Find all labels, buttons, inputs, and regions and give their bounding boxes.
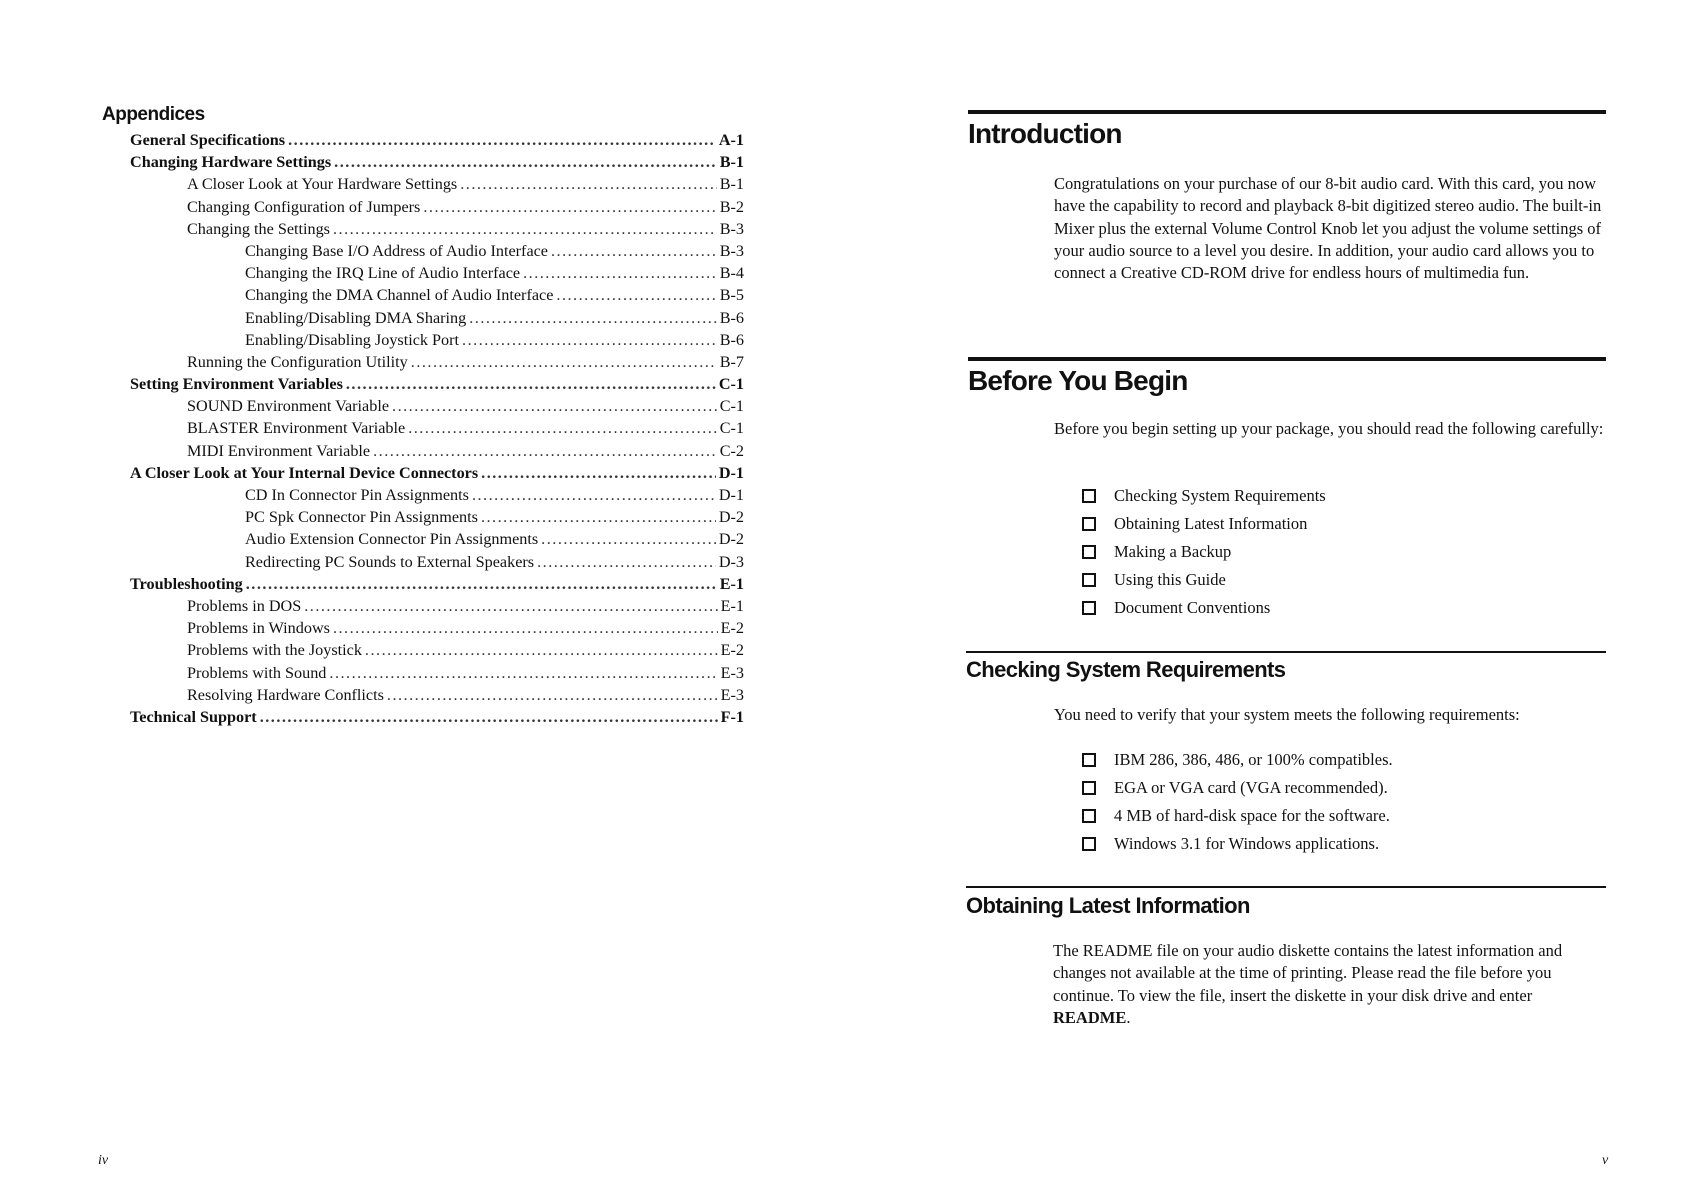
before-you-begin-list xyxy=(1082,482,1326,622)
toc-entry-title: Resolving Hardware Conflicts xyxy=(187,685,384,704)
toc-entry-title: Technical Support xyxy=(130,707,257,726)
toc-entry xyxy=(130,242,744,264)
toc-leader-dots xyxy=(334,153,717,172)
toc-entry-title: Enabling/Disabling DMA Sharing xyxy=(245,308,467,327)
toc-leader-dots xyxy=(329,664,717,683)
toc-entry-page: C-1 xyxy=(719,419,744,438)
toc-entry xyxy=(130,220,744,242)
introduction-text: Congratulations on your purchase of our 8-bit audio card. With this card, you now have the capability to record and playback 8-bit digitized stereo audio. The built-in Mixer plus the external Volume Control Knob let you adjust the volume settings of your audio source to a level you desire. In addition, your audio card allows you to connect a Creative CD-ROM drive for endless hours of multimedia fun. xyxy=(1054,174,1602,283)
toc-entry-title: Running the Configuration Utility xyxy=(187,352,408,371)
toc-entry-page: D-1 xyxy=(718,463,744,482)
toc-entry-page: B-2 xyxy=(719,197,744,216)
list-item xyxy=(1082,482,1326,510)
toc-leader-dots xyxy=(462,331,717,350)
toc-entry xyxy=(130,464,744,486)
toc-entry-title: A Closer Look at Your Hardware Settings xyxy=(187,175,458,194)
toc-entry xyxy=(130,286,744,308)
toc-entry xyxy=(130,397,744,419)
list-item xyxy=(1082,774,1393,802)
toc-entry xyxy=(130,575,744,597)
toc-leader-dots xyxy=(523,264,717,283)
toc-entry-page: D-3 xyxy=(718,552,744,571)
before-you-begin-heading: Before You Begin xyxy=(968,365,1188,396)
toc-entry-title: Enabling/Disabling Joystick Port xyxy=(245,330,460,349)
readme-command: README xyxy=(1053,1007,1127,1027)
toc-entry xyxy=(130,309,744,331)
toc-leader-dots xyxy=(408,419,717,438)
checkbox-bullet-icon xyxy=(1082,601,1096,615)
checkbox-bullet-icon xyxy=(1082,517,1096,531)
toc-entry-title: Problems in Windows xyxy=(187,619,330,638)
toc-entry xyxy=(130,419,744,441)
list-item-label: EGA or VGA card (VGA recommended). xyxy=(1114,778,1388,797)
toc-entry xyxy=(130,553,744,575)
toc-entry-page: A-1 xyxy=(718,131,744,149)
toc-entry-page: B-3 xyxy=(719,241,744,260)
toc-entry-page: E-3 xyxy=(720,663,744,682)
toc-leader-dots xyxy=(537,553,716,572)
toc-entry xyxy=(130,131,744,153)
page-number-right: v xyxy=(1602,1153,1609,1168)
before-you-begin-text: Before you begin setting up your package, you should read the following carefully: xyxy=(1054,419,1604,438)
toc-leader-dots xyxy=(288,131,716,150)
toc-leader-dots xyxy=(460,175,717,194)
toc-entry xyxy=(130,597,744,619)
toc-leader-dots xyxy=(333,619,718,638)
toc-leader-dots xyxy=(260,708,718,727)
toc-entry-page: C-1 xyxy=(719,397,744,416)
section-rule xyxy=(966,886,1606,888)
toc-entry xyxy=(130,353,744,375)
table-of-contents xyxy=(130,131,744,730)
toc-entry-page: B-1 xyxy=(719,153,744,172)
toc-entry-page: E-3 xyxy=(720,685,744,704)
checkbox-bullet-icon xyxy=(1082,545,1096,559)
toc-entry-title: A Closer Look at Your Internal Device Connectors xyxy=(130,463,479,482)
checkbox-bullet-icon xyxy=(1082,573,1096,587)
toc-entry-page: B-1 xyxy=(719,175,744,194)
list-item xyxy=(1082,510,1326,538)
toc-leader-dots xyxy=(469,309,717,328)
toc-entry xyxy=(130,530,744,552)
toc-entry-title: Changing Configuration of Jumpers xyxy=(187,197,421,216)
toc-entry-title: Troubleshooting xyxy=(130,574,243,593)
list-item-label: Checking System Requirements xyxy=(1114,486,1326,505)
right-page xyxy=(842,0,1684,1190)
toc-entry xyxy=(130,264,744,286)
toc-entry-title: Changing Hardware Settings xyxy=(130,153,332,172)
toc-entry xyxy=(130,442,744,464)
system-requirements-list xyxy=(1082,746,1393,858)
list-item xyxy=(1082,802,1393,830)
toc-entry-page: F-1 xyxy=(720,707,744,726)
checkbox-bullet-icon xyxy=(1082,809,1096,823)
list-item-label: IBM 286, 386, 486, or 100% compatibles. xyxy=(1114,750,1393,769)
toc-leader-dots xyxy=(387,686,718,705)
toc-entry-page: E-1 xyxy=(719,574,744,593)
toc-entry-page: B-5 xyxy=(719,286,744,305)
toc-entry-title: Problems with Sound xyxy=(187,663,327,682)
toc-entry xyxy=(130,198,744,220)
toc-leader-dots xyxy=(541,530,716,549)
toc-entry-title: Changing the Settings xyxy=(187,219,330,238)
system-requirements-text: You need to verify that your system meets the following requirements: xyxy=(1054,705,1520,724)
toc-leader-dots xyxy=(481,508,716,527)
list-item-label: Obtaining Latest Information xyxy=(1114,514,1308,533)
toc-leader-dots xyxy=(423,198,716,217)
toc-leader-dots xyxy=(365,641,718,660)
toc-entry-title: MIDI Environment Variable xyxy=(187,441,371,460)
toc-entry-page: B-4 xyxy=(719,264,744,283)
toc-entry-title: Audio Extension Connector Pin Assignments xyxy=(245,530,539,549)
toc-entry xyxy=(130,708,744,730)
toc-entry-title: Changing the IRQ Line of Audio Interface xyxy=(245,264,521,283)
list-item-label: 4 MB of hard-disk space for the software. xyxy=(1114,806,1390,825)
toc-entry-title: Changing the DMA Channel of Audio Interface xyxy=(245,286,554,305)
toc-entry-page: D-1 xyxy=(718,486,744,504)
toc-entry-page: C-1 xyxy=(718,375,744,394)
toc-leader-dots xyxy=(304,597,717,616)
toc-leader-dots xyxy=(246,575,717,594)
toc-entry-page: E-2 xyxy=(720,619,744,638)
toc-entry-title: SOUND Environment Variable xyxy=(187,397,390,416)
toc-leader-dots xyxy=(392,397,717,416)
list-item xyxy=(1082,594,1326,622)
latest-information-text-end: . xyxy=(1126,1007,1131,1027)
toc-entry xyxy=(130,153,744,175)
appendices-heading: Appendices xyxy=(102,104,205,125)
toc-entry xyxy=(130,686,744,708)
toc-entry-title: Setting Environment Variables xyxy=(130,375,343,394)
toc-entry-title: Redirecting PC Sounds to External Speakers xyxy=(245,552,535,571)
checkbox-bullet-icon xyxy=(1082,489,1096,503)
toc-leader-dots xyxy=(333,220,717,239)
latest-information-text xyxy=(1053,940,1613,1029)
toc-entry-page: B-6 xyxy=(719,330,744,349)
toc-entry-page: E-2 xyxy=(720,641,744,660)
section-rule xyxy=(968,110,1606,114)
toc-entry-page: D-2 xyxy=(718,508,744,527)
section-rule xyxy=(968,357,1606,361)
list-item xyxy=(1082,746,1393,774)
toc-entry-title: PC Spk Connector Pin Assignments xyxy=(245,508,478,527)
toc-leader-dots xyxy=(556,286,716,305)
latest-information-text-part: The README file on your audio diskette contains the latest information and changes not available at the time of printing. Please read the file before you continue. To view the file, insert the diskette in your disk drive and enter xyxy=(1053,941,1563,1005)
toc-entry-page: B-6 xyxy=(719,308,744,327)
toc-entry xyxy=(130,508,744,530)
section-rule xyxy=(966,651,1606,653)
toc-entry-page: B-7 xyxy=(719,352,744,371)
checkbox-bullet-icon xyxy=(1082,753,1096,767)
toc-entry xyxy=(130,619,744,641)
toc-entry-title: CD In Connector Pin Assignments xyxy=(245,486,469,504)
checkbox-bullet-icon xyxy=(1082,781,1096,795)
toc-entry xyxy=(130,331,744,353)
checkbox-bullet-icon xyxy=(1082,837,1096,851)
list-item xyxy=(1082,830,1393,858)
toc-leader-dots xyxy=(346,375,716,394)
toc-entry-page: B-3 xyxy=(719,219,744,238)
toc-entry-page: C-2 xyxy=(719,441,744,460)
list-item xyxy=(1082,566,1326,594)
toc-entry xyxy=(130,375,744,397)
toc-leader-dots xyxy=(472,486,716,505)
toc-leader-dots xyxy=(551,242,717,261)
toc-entry xyxy=(130,175,744,197)
toc-leader-dots xyxy=(411,353,717,372)
list-item xyxy=(1082,538,1326,566)
list-item-label: Using this Guide xyxy=(1114,570,1226,589)
toc-entry xyxy=(130,664,744,686)
toc-entry-title: Problems in DOS xyxy=(187,596,302,615)
toc-entry-page: D-2 xyxy=(718,530,744,549)
latest-information-heading: Obtaining Latest Information xyxy=(966,893,1250,918)
toc-entry xyxy=(130,641,744,663)
list-item-label: Windows 3.1 for Windows applications. xyxy=(1114,834,1380,853)
toc-entry-page: E-1 xyxy=(720,596,744,615)
toc-entry-title: Problems with the Joystick xyxy=(187,641,362,660)
toc-entry-title: General Specifications xyxy=(130,131,286,149)
list-item-label: Document Conventions xyxy=(1114,598,1271,617)
toc-entry xyxy=(130,486,744,508)
toc-entry-title: BLASTER Environment Variable xyxy=(187,419,406,438)
page-number-left: iv xyxy=(98,1153,109,1168)
introduction-heading: Introduction xyxy=(968,118,1122,149)
toc-leader-dots xyxy=(373,442,717,461)
toc-leader-dots xyxy=(481,464,716,483)
toc-entry-title: Changing Base I/O Address of Audio Interface xyxy=(245,241,548,260)
list-item-label: Making a Backup xyxy=(1114,542,1232,561)
system-requirements-heading: Checking System Requirements xyxy=(966,657,1286,682)
